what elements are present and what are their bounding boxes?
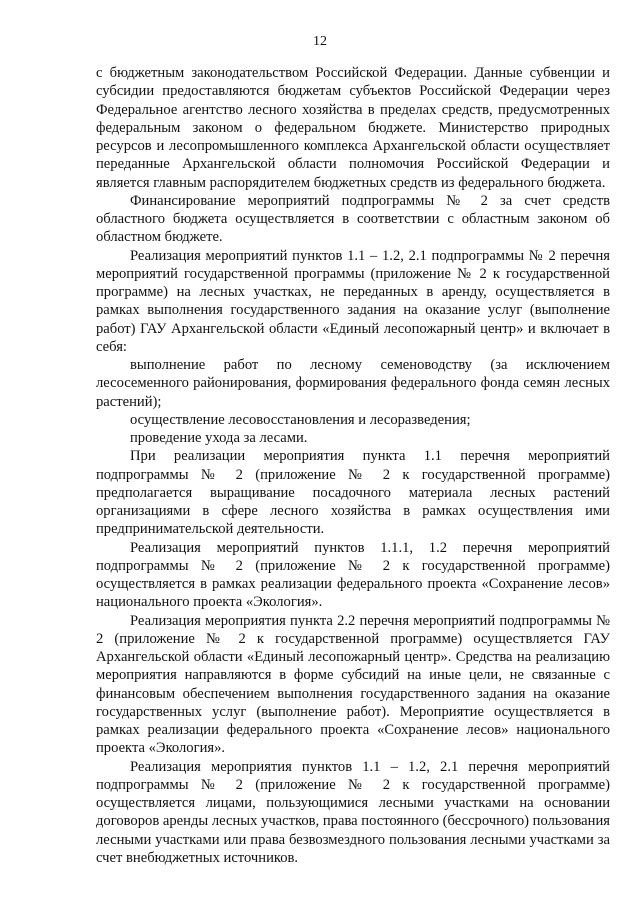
paragraph-budget-legislation: с бюджетным законодательством Российской Федерации. Данные субвенции и субсидии предоставляются бюджетам субъектов Российской Федерации через Федеральное агентство лесного хозяйства в пределах средств, предусмотренных федеральным законом о федеральном бюджете. Министерство природных ресурсов и лесопромышленного комплекса Архангельской области осуществляет переданные Архангельской области полномочия Российской Федерации и является главным распорядителем бюджетных средств из федерального бюджета. [96, 65, 610, 191]
paragraph-regional-financing: Финансирование мероприятий подпрограммы № 2 за счет средств областного бюджета осуществляется в соответствии с областным законом об областном бюджете. [96, 192, 610, 246]
paragraph-federal-project: Реализация мероприятий пунктов 1.1.1, 1.2 перечня мероприятий подпрограммы № 2 (приложение № 2 к государственной программе) осуществляется в рамках реализации федерального проекта «Сохранение лесов» национального проекта «Экология». [96, 539, 610, 611]
paragraph-implementation-state-task: Реализация мероприятий пунктов 1.1 – 1.2, 2.1 подпрограммы № 2 перечня мероприятий государственной программы (приложение № 2 к государственной программе) на лесных участках, не переданных в аренду, осуществляется в рамках выполнения государственного задания на оказание услуг (выполнение работ) ГАУ Архангельской области «Единый лесопожарный центр» и включает в себя: [96, 247, 610, 355]
document-body [96, 64, 610, 867]
paragraph-extrabudgetary: Реализация мероприятия пунктов 1.1 – 1.2, 2.1 перечня мероприятий подпрограммы № 2 (приложение № 2 к государственной программе) осуществляется лицами, пользующимися лесными участками на основании договоров аренды лесных участков, права постоянного (бессрочного) пользования лесными участками или права безвозмездного пользования лесными участками за счет внебюджетных источников. [96, 758, 610, 866]
list-item-reforestation: осуществление лесовосстановления и лесоразведения; [130, 411, 471, 428]
list-item-seed-production: выполнение работ по лесному семеноводству (за исключением лесосеменного районирования, формирования федерального фонда семян лесных растений); [96, 357, 610, 410]
paragraph-planting-material: При реализации мероприятия пункта 1.1 перечня мероприятий подпрограммы № 2 (приложение № 2 к государственной программе) предполагается выращивание посадочного материала лесных растений организациями в сфере лесного хозяйства в рамках осуществления ими предпринимательской деятельности. [96, 448, 610, 538]
paragraph-subsidies: Реализация мероприятия пункта 2.2 перечня мероприятий подпрограммы № 2 (приложение № 2 к государственной программе) осуществляется ГАУ Архангельской области «Единый лесопожарный центр». Средства на реализацию мероприятия направляются в форме субсидий на иные цели, не связанные с финансовым обеспечением выполнения государственного задания на оказание государственных услуг (выполнение работ). Мероприятие осуществляется в рамках реализации федерального проекта «Сохранение лесов» национального проекта «Экология». [96, 612, 610, 757]
page-number: 12 [313, 34, 327, 49]
list-item-forest-care: проведение ухода за лесами. [130, 430, 308, 446]
